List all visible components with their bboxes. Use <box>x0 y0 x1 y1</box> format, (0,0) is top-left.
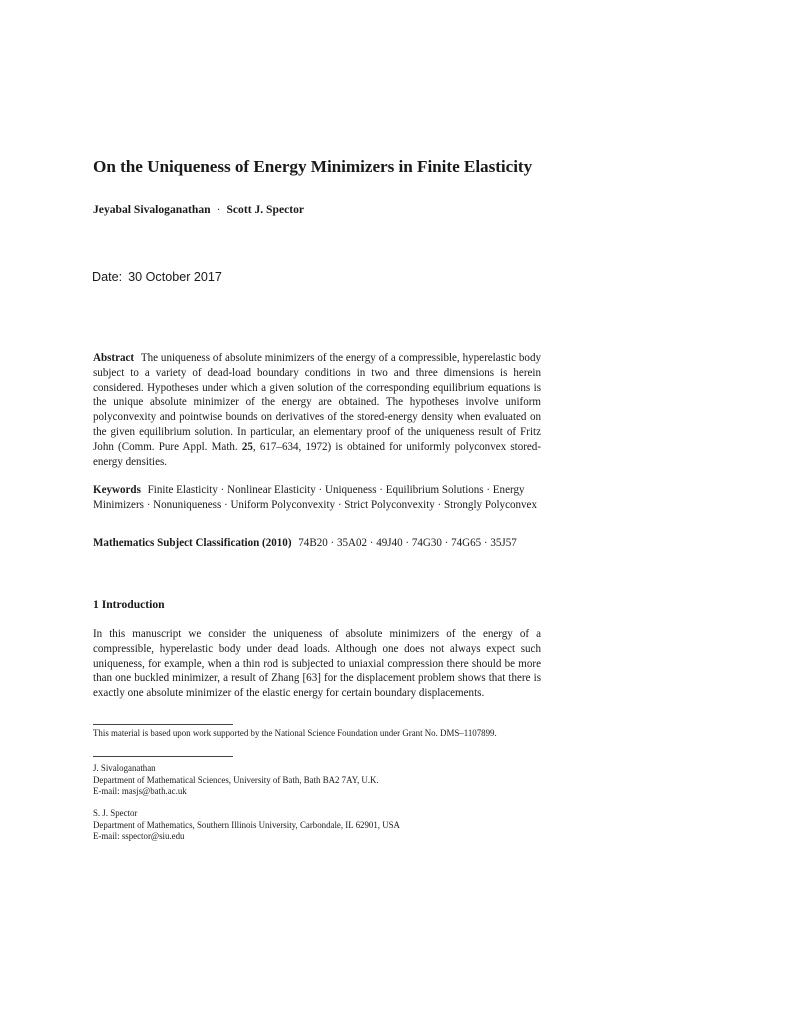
msc-codes: 74B20 · 35A02 · 49J40 · 74G30 · 74G65 · 35J57 <box>298 537 517 549</box>
introduction-paragraph: In this manuscript we consider the uniqueness of absolute minimizers of the energy of a compressible, hyperelastic body under dead loads. Although one does not always expect such uniqueness, for example, when a thin rod is subjected to uniaxial compression there should be more than one buckled minimizer, a result of Zhang [63] for the displacement problem shows that there is exactly one absolute minimizer of the elastic energy for certain boundary displacements. <box>93 628 541 700</box>
author-separator: · <box>216 203 221 216</box>
date-label: Date: <box>92 270 123 284</box>
keywords-label: Keywords <box>93 484 141 496</box>
funding-footnote: This material is based upon work supported by the National Science Foundation under Grant No. DMS–1107899. <box>93 728 497 738</box>
msc-classification <box>93 536 541 551</box>
author-name: Jeyabal Sivaloganathan <box>93 203 211 216</box>
abstract-text-end: , 617–634, 1972) is obtained for uniformly polyconvex stored-energy densities. <box>93 440 541 468</box>
author-affiliation <box>93 808 541 843</box>
date-value: 30 October 2017 <box>128 270 222 284</box>
author-name: Scott J. Spector <box>226 203 305 216</box>
author-list <box>93 203 304 216</box>
section-heading: 1 Introduction <box>93 598 165 611</box>
keywords-text: Finite Elasticity · Nonlinear Elasticity · Uniqueness · Equilibrium Solutions · Energy Minimizers · Nonuniqueness · Uniform Polyconvexity · Strict Polyconvexity · Strongly Polyconvex <box>93 484 537 511</box>
affiliation-name: J. Sivaloganathan <box>93 763 156 773</box>
paper-title: On the Uniqueness of Energy Minimizers in Finite Elasticity <box>93 157 533 176</box>
abstract-text: The uniqueness of absolute minimizers of the energy of a compressible, hyperelastic body subject to a variety of dead-load boundary conditions in two and three dimensions is herein considered. Hypotheses under which a given solution of the corresponding equilibrium equations is the unique absolute minimizer of the energy are obtained. The hypotheses involve uniform polyconvexity and pointwise bounds on derivatives of the stored-energy density when evaluated on the given equilibrium solution. In particular, an elementary proof of the uniqueness result of Fritz John (Comm. Pure Appl. Math. <box>93 352 541 453</box>
affiliation-department: Department of Mathematics, Southern Illinois University, Carbondale, IL 62901, USA <box>93 819 400 830</box>
journal-volume: 25 <box>241 440 253 453</box>
paper-date <box>92 270 222 284</box>
abstract-label: Abstract <box>93 352 135 364</box>
affiliation-department: Department of Mathematical Sciences, University of Bath, Bath BA2 7AY, U.K. <box>93 774 379 785</box>
msc-label: Mathematics Subject Classification (2010) <box>93 537 292 549</box>
author-affiliation <box>93 763 541 798</box>
affiliation-email: E-mail: masjs@bath.ac.uk <box>93 786 187 797</box>
affiliation-name: S. J. Spector <box>93 808 138 818</box>
footnote-divider <box>93 756 233 757</box>
footnote-divider <box>93 724 233 725</box>
keywords <box>93 483 541 513</box>
abstract <box>93 351 541 469</box>
affiliation-email: E-mail: sspector@siu.edu <box>93 831 185 842</box>
